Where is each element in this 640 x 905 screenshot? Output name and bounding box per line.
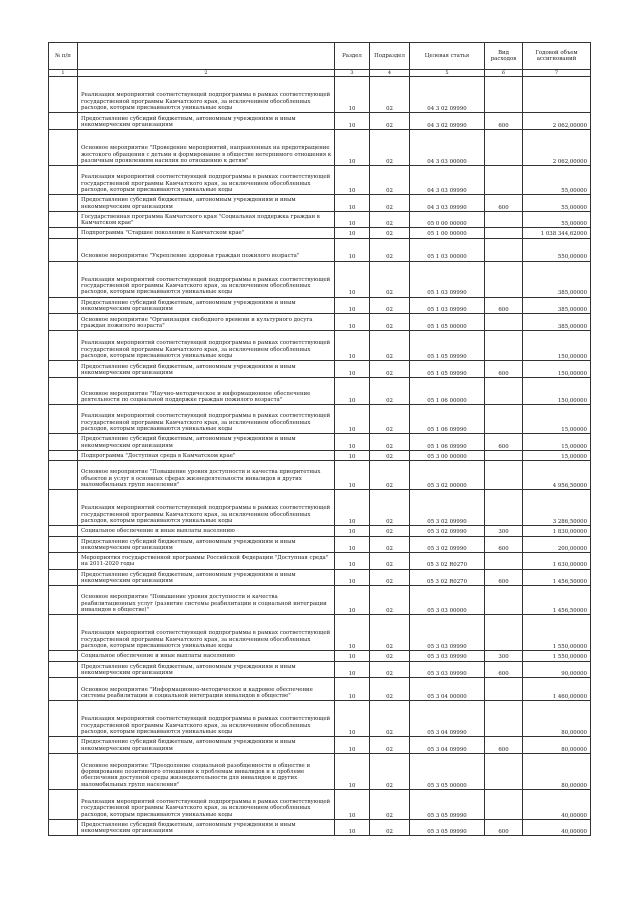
table-row — [49, 238, 591, 261]
cell-name: Подпрограмма "Старшее поколение в Камчатском крае" — [78, 228, 335, 238]
cell-amount: 90,00000 — [523, 661, 591, 678]
cell-podrazdel: 02 — [370, 737, 410, 754]
cell-podrazdel: 02 — [370, 211, 410, 228]
cell-name: Предоставление субсидий бюджетным, автономным учреждениям и иным некоммерческим организациям — [78, 113, 335, 130]
table-row — [49, 753, 591, 789]
cell-num — [49, 461, 78, 490]
cell-podrazdel: 02 — [370, 130, 410, 166]
cell-name: Основное мероприятие "Повышение уровня доступности и качества реабилитационных услуг (развитие системы реабилитации и социальной интеграции инвалидов в обществе)" — [78, 586, 335, 615]
cell-podrazdel: 02 — [370, 490, 410, 526]
cell-num — [49, 77, 78, 113]
table-row — [49, 461, 591, 490]
table-row — [49, 819, 591, 836]
cell-razdel: 10 — [335, 553, 370, 570]
cell-expense-type — [485, 378, 523, 405]
cell-target-article: 05 3 02 00000 — [410, 461, 485, 490]
cell-expense-type — [485, 211, 523, 228]
cell-name: Реализация мероприятий соответствующей подпрограммы в рамках соответствующей государственной программы Камчатского края, за исключением обособленных расходов, которым присваиваются уникальные коды — [78, 331, 335, 361]
cell-amount: 1 456,50000 — [523, 586, 591, 615]
cell-target-article: 05 3 05 00000 — [410, 753, 485, 789]
cell-target-article: 04 3 03 09990 — [410, 195, 485, 212]
cell-target-article: 05 0 00 00000 — [410, 211, 485, 228]
cell-name: Предоставление субсидий бюджетным, автономным учреждениям и иным некоммерческим организациям — [78, 536, 335, 553]
cell-amount: 15,00000 — [523, 405, 591, 434]
cell-num — [49, 536, 78, 553]
cell-podrazdel: 02 — [370, 651, 410, 661]
cell-name: Государственная программа Камчатского края "Социальная поддержка граждан в Камчатском крае" — [78, 211, 335, 228]
cell-name: Основное мероприятие "Информационно-методическое и кадровое обеспечение системы реабилитации и социальной интеграции инвалидов в обществе" — [78, 678, 335, 701]
cell-razdel: 10 — [335, 195, 370, 212]
cell-razdel: 10 — [335, 651, 370, 661]
header-name — [78, 43, 335, 70]
cell-name: Реализация мероприятий соответствующей подпрограммы в рамках соответствующей государственной программы Камчатского края, за исключением обособленных расходов, которым присваиваются уникальные коды — [78, 77, 335, 113]
cell-amount — [523, 77, 591, 113]
cell-razdel: 10 — [335, 490, 370, 526]
cell-amount: 150,00000 — [523, 331, 591, 361]
cell-podrazdel: 02 — [370, 701, 410, 737]
table-row — [49, 331, 591, 361]
cell-name: Реализация мероприятий соответствующей подпрограммы в рамках соответствующей государственной программы Камчатского края, за исключением обособленных расходов, которым присваиваются уникальные коды — [78, 615, 335, 651]
cell-podrazdel: 02 — [370, 526, 410, 536]
cell-razdel: 10 — [335, 737, 370, 754]
cell-podrazdel: 02 — [370, 789, 410, 819]
cell-podrazdel: 02 — [370, 569, 410, 586]
cell-expense-type: 600 — [485, 434, 523, 451]
table-row — [49, 434, 591, 451]
cell-amount: 1 460,00000 — [523, 678, 591, 701]
header-number: 2 — [78, 70, 335, 77]
cell-expense-type — [485, 586, 523, 615]
cell-expense-type — [485, 450, 523, 460]
cell-target-article: 05 3 03 09990 — [410, 615, 485, 651]
cell-razdel: 10 — [335, 314, 370, 331]
table-row — [49, 536, 591, 553]
cell-amount: 1 830,00000 — [523, 526, 591, 536]
cell-num — [49, 819, 78, 836]
header-podrazdel: Подраздел — [370, 43, 410, 70]
table-row — [49, 166, 591, 195]
table-row — [49, 314, 591, 331]
cell-podrazdel: 02 — [370, 361, 410, 378]
cell-target-article: 05 3 02 R0270 — [410, 553, 485, 570]
header-number: 4 — [370, 70, 410, 77]
cell-target-article: 05 1 05 09990 — [410, 361, 485, 378]
cell-target-article: 05 3 03 09990 — [410, 651, 485, 661]
cell-target-article: 05 3 05 09990 — [410, 789, 485, 819]
cell-razdel: 10 — [335, 526, 370, 536]
cell-num — [49, 450, 78, 460]
header-number: 7 — [523, 70, 591, 77]
cell-target-article: 04 3 03 00000 — [410, 130, 485, 166]
cell-podrazdel: 02 — [370, 261, 410, 297]
cell-amount: 1 456,50000 — [523, 569, 591, 586]
cell-razdel: 10 — [335, 228, 370, 238]
cell-razdel: 10 — [335, 113, 370, 130]
cell-expense-type: 600 — [485, 819, 523, 836]
cell-amount: 15,00000 — [523, 450, 591, 460]
cell-podrazdel: 02 — [370, 378, 410, 405]
header-number: 5 — [410, 70, 485, 77]
cell-razdel: 10 — [335, 450, 370, 460]
header-number: 6 — [485, 70, 523, 77]
table-header-row — [49, 43, 591, 70]
header-razdel: Раздел — [335, 43, 370, 70]
cell-amount: 15,00000 — [523, 434, 591, 451]
cell-num — [49, 238, 78, 261]
cell-podrazdel: 02 — [370, 450, 410, 460]
cell-target-article: 05 3 04 09990 — [410, 737, 485, 754]
cell-expense-type: 600 — [485, 737, 523, 754]
cell-expense-type — [485, 166, 523, 195]
budget-table — [48, 42, 591, 836]
header-number: 3 — [335, 70, 370, 77]
cell-amount: 2 062,00000 — [523, 130, 591, 166]
cell-name: Предоставление субсидий бюджетным, автономным учреждениям и иным некоммерческим организациям — [78, 195, 335, 212]
cell-amount: 550,00000 — [523, 238, 591, 261]
cell-num — [49, 331, 78, 361]
cell-razdel: 10 — [335, 789, 370, 819]
cell-podrazdel: 02 — [370, 434, 410, 451]
cell-target-article: 05 1 06 00000 — [410, 378, 485, 405]
cell-num — [49, 753, 78, 789]
table-row — [49, 569, 591, 586]
cell-expense-type — [485, 789, 523, 819]
cell-num — [49, 195, 78, 212]
cell-expense-type — [485, 314, 523, 331]
cell-amount: 1 038 344,62000 — [523, 228, 591, 238]
table-row — [49, 211, 591, 228]
cell-expense-type — [485, 228, 523, 238]
cell-name: Реализация мероприятий соответствующей подпрограммы в рамках соответствующей государственной программы Камчатского края, за исключением обособленных расходов, которым присваиваются уникальные коды — [78, 261, 335, 297]
cell-expense-type — [485, 490, 523, 526]
cell-target-article: 05 3 02 R0270 — [410, 569, 485, 586]
cell-expense-type — [485, 678, 523, 701]
cell-expense-type — [485, 77, 523, 113]
cell-num — [49, 314, 78, 331]
cell-num — [49, 130, 78, 166]
cell-expense-type — [485, 130, 523, 166]
table-row — [49, 130, 591, 166]
cell-num — [49, 228, 78, 238]
table-row — [49, 405, 591, 434]
cell-razdel: 10 — [335, 661, 370, 678]
cell-target-article: 05 1 03 00000 — [410, 238, 485, 261]
cell-num — [49, 361, 78, 378]
cell-expense-type: 600 — [485, 569, 523, 586]
cell-num — [49, 701, 78, 737]
table-row — [49, 361, 591, 378]
table-row — [49, 701, 591, 737]
cell-amount: 1 630,00000 — [523, 553, 591, 570]
cell-expense-type — [485, 701, 523, 737]
cell-podrazdel: 02 — [370, 77, 410, 113]
cell-expense-type: 600 — [485, 361, 523, 378]
cell-name: Основное мероприятие "Организация свободного времени и культурного досуга граждан пожилого возраста" — [78, 314, 335, 331]
table-row — [49, 526, 591, 536]
cell-num — [49, 651, 78, 661]
cell-name: Предоставление субсидий бюджетным, автономным учреждениям и иным некоммерческим организациям — [78, 297, 335, 314]
cell-name: Реализация мероприятий соответствующей подпрограммы в рамках соответствующей государственной программы Камчатского края, за исключением обособленных расходов, которым присваиваются уникальные коды — [78, 166, 335, 195]
cell-razdel: 10 — [335, 461, 370, 490]
cell-num — [49, 553, 78, 570]
cell-amount: 55,00000 — [523, 166, 591, 195]
cell-podrazdel: 02 — [370, 661, 410, 678]
header-target-article: Целевая статья — [410, 43, 485, 70]
header-number-row — [49, 70, 591, 77]
cell-expense-type — [485, 753, 523, 789]
cell-expense-type: 300 — [485, 526, 523, 536]
cell-razdel: 10 — [335, 569, 370, 586]
cell-expense-type: 600 — [485, 661, 523, 678]
cell-target-article: 05 1 03 09990 — [410, 297, 485, 314]
cell-amount: 80,00000 — [523, 737, 591, 754]
cell-num — [49, 661, 78, 678]
cell-num — [49, 615, 78, 651]
cell-amount: 3 286,50000 — [523, 490, 591, 526]
table-row — [49, 678, 591, 701]
cell-amount: 40,00000 — [523, 789, 591, 819]
cell-expense-type — [485, 238, 523, 261]
cell-razdel: 10 — [335, 238, 370, 261]
cell-target-article: 05 3 04 09990 — [410, 701, 485, 737]
cell-num — [49, 678, 78, 701]
cell-razdel: 10 — [335, 166, 370, 195]
cell-expense-type: 300 — [485, 651, 523, 661]
cell-name: Предоставление субсидий бюджетным, автономным учреждениям и иным некоммерческим организациям — [78, 737, 335, 754]
table-row — [49, 661, 591, 678]
table-body — [49, 77, 591, 836]
table-row — [49, 297, 591, 314]
cell-razdel: 10 — [335, 77, 370, 113]
cell-name: Основное мероприятие "Повышение уровня доступности и качества приоритетных объектов и услуг в основных сферах жизнедеятельности инвалидов и других маломобильных групп населения" — [78, 461, 335, 490]
cell-name: Реализация мероприятий соответствующей подпрограммы в рамках соответствующей государственной программы Камчатского края, за исключением обособленных расходов, которым присваиваются уникальные коды — [78, 789, 335, 819]
cell-target-article: 05 1 06 09990 — [410, 405, 485, 434]
table-row — [49, 651, 591, 661]
cell-target-article: 05 3 00 00000 — [410, 450, 485, 460]
cell-name: Подпрограмма "Доступная среда в Камчатском крае" — [78, 450, 335, 460]
cell-expense-type — [485, 615, 523, 651]
cell-num — [49, 789, 78, 819]
cell-expense-type — [485, 461, 523, 490]
table-row — [49, 228, 591, 238]
cell-amount: 150,00000 — [523, 378, 591, 405]
cell-num — [49, 113, 78, 130]
cell-amount: 200,00000 — [523, 536, 591, 553]
cell-expense-type — [485, 331, 523, 361]
table-row — [49, 586, 591, 615]
cell-name: Мероприятия государственной программы Российской Федерации "Доступная среда" на 2011-2020 годы — [78, 553, 335, 570]
cell-name: Социальное обеспечение и иные выплаты населению — [78, 651, 335, 661]
cell-num — [49, 297, 78, 314]
cell-amount: 55,00000 — [523, 211, 591, 228]
cell-target-article: 04 3 03 09990 — [410, 166, 485, 195]
cell-num — [49, 737, 78, 754]
cell-podrazdel: 02 — [370, 113, 410, 130]
cell-num — [49, 526, 78, 536]
cell-podrazdel: 02 — [370, 753, 410, 789]
cell-razdel: 10 — [335, 297, 370, 314]
cell-razdel: 10 — [335, 261, 370, 297]
cell-amount: 150,00000 — [523, 361, 591, 378]
cell-num — [49, 586, 78, 615]
cell-podrazdel: 02 — [370, 819, 410, 836]
table-row — [49, 195, 591, 212]
cell-amount: 385,00000 — [523, 314, 591, 331]
cell-podrazdel: 02 — [370, 331, 410, 361]
cell-podrazdel: 02 — [370, 297, 410, 314]
cell-amount: 1 550,00000 — [523, 651, 591, 661]
budget-table-sheet — [48, 42, 590, 836]
cell-podrazdel: 02 — [370, 405, 410, 434]
cell-num — [49, 569, 78, 586]
cell-razdel: 10 — [335, 536, 370, 553]
table-row — [49, 553, 591, 570]
cell-target-article: 05 3 02 09990 — [410, 526, 485, 536]
cell-razdel: 10 — [335, 331, 370, 361]
cell-podrazdel: 02 — [370, 195, 410, 212]
cell-target-article: 04 3 02 09990 — [410, 113, 485, 130]
cell-num — [49, 434, 78, 451]
cell-razdel: 10 — [335, 615, 370, 651]
cell-razdel: 10 — [335, 819, 370, 836]
cell-target-article: 04 3 02 09990 — [410, 77, 485, 113]
cell-razdel: 10 — [335, 701, 370, 737]
cell-podrazdel: 02 — [370, 678, 410, 701]
cell-target-article: 05 1 05 00000 — [410, 314, 485, 331]
cell-target-article: 05 1 05 09990 — [410, 331, 485, 361]
cell-amount: 80,00000 — [523, 753, 591, 789]
cell-podrazdel: 02 — [370, 314, 410, 331]
cell-razdel: 10 — [335, 361, 370, 378]
cell-name: Основное мероприятие "Укрепление здоровья граждан пожилого возраста" — [78, 238, 335, 261]
cell-amount: 1 550,00000 — [523, 615, 591, 651]
header-expense-type: Вид расходов — [485, 43, 523, 70]
cell-name: Основное мероприятие "Научно-методическое и информационное обеспечение деятельности по социальной поддержке граждан пожилого возраста" — [78, 378, 335, 405]
table-row — [49, 789, 591, 819]
cell-name: Реализация мероприятий соответствующей подпрограммы в рамках соответствующей государственной программы Камчатского края, за исключением обособленных расходов, которым присваиваются уникальные коды — [78, 490, 335, 526]
cell-num — [49, 405, 78, 434]
cell-amount: 2 062,00000 — [523, 113, 591, 130]
cell-amount: 80,00000 — [523, 701, 591, 737]
header-number: 1 — [49, 70, 78, 77]
cell-expense-type: 600 — [485, 536, 523, 553]
cell-num — [49, 378, 78, 405]
table-row — [49, 615, 591, 651]
cell-razdel: 10 — [335, 586, 370, 615]
cell-razdel: 10 — [335, 678, 370, 701]
cell-target-article: 05 3 02 09990 — [410, 490, 485, 526]
cell-podrazdel: 02 — [370, 553, 410, 570]
cell-razdel: 10 — [335, 211, 370, 228]
cell-num — [49, 490, 78, 526]
table-row — [49, 490, 591, 526]
cell-target-article: 05 1 03 09990 — [410, 261, 485, 297]
cell-podrazdel: 02 — [370, 238, 410, 261]
cell-name: Предоставление субсидий бюджетным, автономным учреждениям и иным некоммерческим организациям — [78, 661, 335, 678]
table-row — [49, 737, 591, 754]
cell-name: Предоставление субсидий бюджетным, автономным учреждениям и иным некоммерческим организациям — [78, 434, 335, 451]
table-row — [49, 261, 591, 297]
cell-expense-type — [485, 405, 523, 434]
cell-name: Реализация мероприятий соответствующей подпрограммы в рамках соответствующей государственной программы Камчатского края, за исключением обособленных расходов, которым присваиваются уникальные коды — [78, 701, 335, 737]
cell-amount: 4 956,50000 — [523, 461, 591, 490]
cell-expense-type: 600 — [485, 113, 523, 130]
cell-num — [49, 166, 78, 195]
cell-name: Предоставление субсидий бюджетным, автономным учреждениям и иным некоммерческим организациям — [78, 569, 335, 586]
cell-target-article: 05 3 05 09990 — [410, 819, 485, 836]
cell-expense-type — [485, 261, 523, 297]
cell-podrazdel: 02 — [370, 586, 410, 615]
cell-name: Социальное обеспечение и иные выплаты населению — [78, 526, 335, 536]
cell-amount: 385,00000 — [523, 297, 591, 314]
cell-razdel: 10 — [335, 378, 370, 405]
cell-amount: 385,00000 — [523, 261, 591, 297]
cell-expense-type — [485, 553, 523, 570]
header-num: № п/п — [49, 43, 78, 70]
cell-num — [49, 211, 78, 228]
table-row — [49, 113, 591, 130]
cell-target-article: 05 3 03 09990 — [410, 661, 485, 678]
table-row — [49, 450, 591, 460]
cell-name: Предоставление субсидий бюджетным, автономным учреждениям и иным некоммерческим организациям — [78, 361, 335, 378]
cell-name: Реализация мероприятий соответствующей подпрограммы в рамках соответствующей государственной программы Камчатского края, за исключением обособленных расходов, которым присваиваются уникальные коды — [78, 405, 335, 434]
cell-amount: 55,00000 — [523, 195, 591, 212]
cell-target-article: 05 3 03 00000 — [410, 586, 485, 615]
cell-podrazdel: 02 — [370, 166, 410, 195]
cell-name: Основное мероприятие "Преодоление социальной разобщенности в обществе и формирование позитивного отношения к проблемам инвалидов и к проблеме обеспечения доступной среды жизнедеятельности для инвалидов и других маломобильных групп населения" — [78, 753, 335, 789]
cell-razdel: 10 — [335, 753, 370, 789]
cell-podrazdel: 02 — [370, 461, 410, 490]
cell-target-article: 05 1 00 00000 — [410, 228, 485, 238]
header-annual-amount: Годовой объем ассигнований — [523, 43, 591, 70]
cell-razdel: 10 — [335, 434, 370, 451]
cell-num — [49, 261, 78, 297]
cell-podrazdel: 02 — [370, 536, 410, 553]
cell-target-article: 05 1 06 09990 — [410, 434, 485, 451]
cell-expense-type: 600 — [485, 195, 523, 212]
cell-razdel: 10 — [335, 130, 370, 166]
cell-name: Предоставление субсидий бюджетным, автономным учреждениям и иным некоммерческим организациям — [78, 819, 335, 836]
cell-amount: 40,00000 — [523, 819, 591, 836]
cell-name: Основное мероприятие "Проведение мероприятий, направленных на предотвращение жестокого обращения с детьми и формирование в обществе нетерпимого отношения к различным проявлениям насилия по отношению к детям" — [78, 130, 335, 166]
cell-razdel: 10 — [335, 405, 370, 434]
cell-podrazdel: 02 — [370, 615, 410, 651]
cell-target-article: 05 3 04 00000 — [410, 678, 485, 701]
table-row — [49, 378, 591, 405]
cell-target-article: 05 3 02 09990 — [410, 536, 485, 553]
cell-podrazdel: 02 — [370, 228, 410, 238]
cell-expense-type: 600 — [485, 297, 523, 314]
table-row — [49, 77, 591, 113]
